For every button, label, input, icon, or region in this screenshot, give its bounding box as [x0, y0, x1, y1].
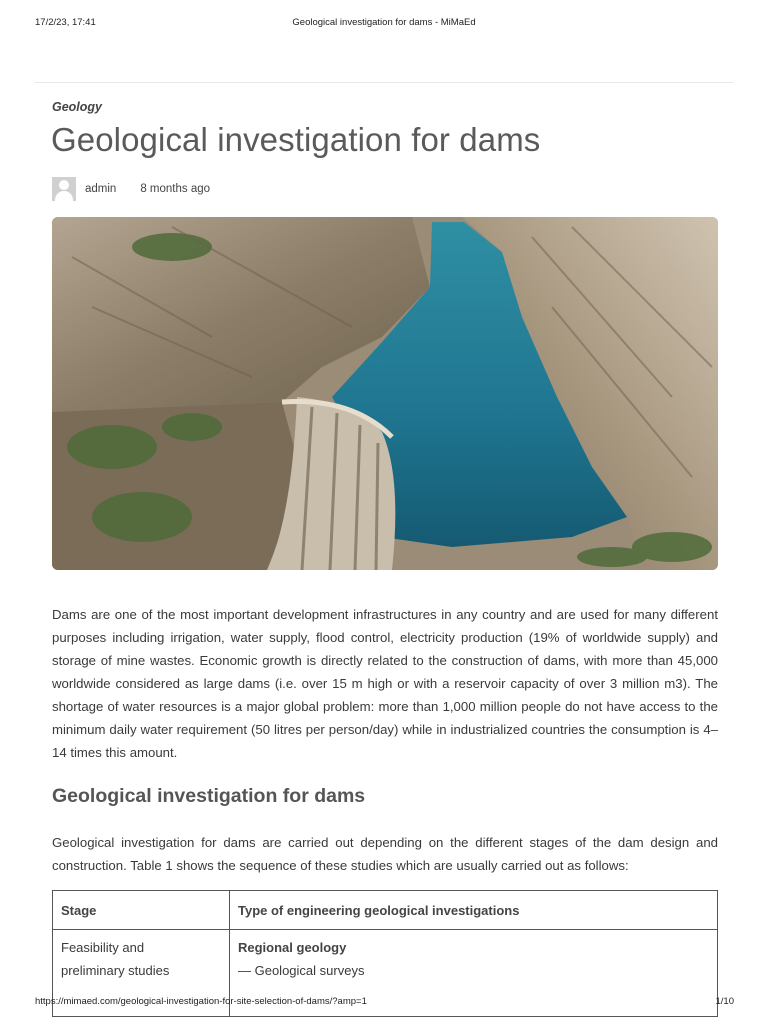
print-page-title: Geological investigation for dams - MiMaEd — [292, 17, 476, 28]
print-page-number: 1/10 — [715, 996, 734, 1007]
print-header — [0, 0, 768, 40]
type-heading: Regional geology — [238, 940, 347, 955]
header-divider — [35, 82, 733, 83]
section-paragraph: Geological investigation for dams are carried out depending on the different stages of the dam design and construction. Table 1 shows the sequence of these studies which are usually carried out as follows: — [52, 835, 718, 873]
type-item: — Geological surveys — [238, 963, 365, 978]
category-link[interactable]: Geology — [52, 100, 103, 114]
print-footer — [0, 996, 768, 1024]
section-heading: Geological investigation for dams — [52, 785, 366, 807]
table-header-row — [53, 891, 718, 930]
article-header — [52, 100, 718, 202]
stage-line: preliminary studies — [61, 963, 170, 978]
author-name[interactable]: admin — [85, 183, 117, 195]
table-header-type: Type of engineering geological investigations — [230, 891, 718, 930]
table-header-stage: Stage — [53, 891, 230, 930]
intro-paragraph: Dams are one of the most important development infrastructures in any country and are used for many different purposes including irrigation, water supply, flood control, electricity production (19% of worldwide supply) and storage of mine wastes. Economic growth is directly related to the construction of dams, with more than 45,000 worldwide considered as large dams (i.e. over 15 m high or with a reservoir capacity of over 3 million m3). The shortage of water resources is a major global problem: more than 1,000 million people do not have access to the minimum daily water requirement (50 litres per person/day) while in industrialized countries the consumption is 4–14 times this amount. — [52, 607, 718, 760]
print-datetime: 17/2/23, 17:41 — [35, 17, 96, 28]
page-title: Geological investigation for dams — [51, 121, 541, 158]
published-time: 8 months ago — [140, 183, 211, 195]
print-url: https://mimaed.com/geological-investigation-for-site-selection-of-dams/?amp=1 — [35, 996, 367, 1007]
avatar — [52, 177, 76, 201]
post-meta — [52, 176, 718, 202]
stage-line: Feasibility and — [61, 940, 145, 955]
hero-image — [52, 217, 718, 570]
